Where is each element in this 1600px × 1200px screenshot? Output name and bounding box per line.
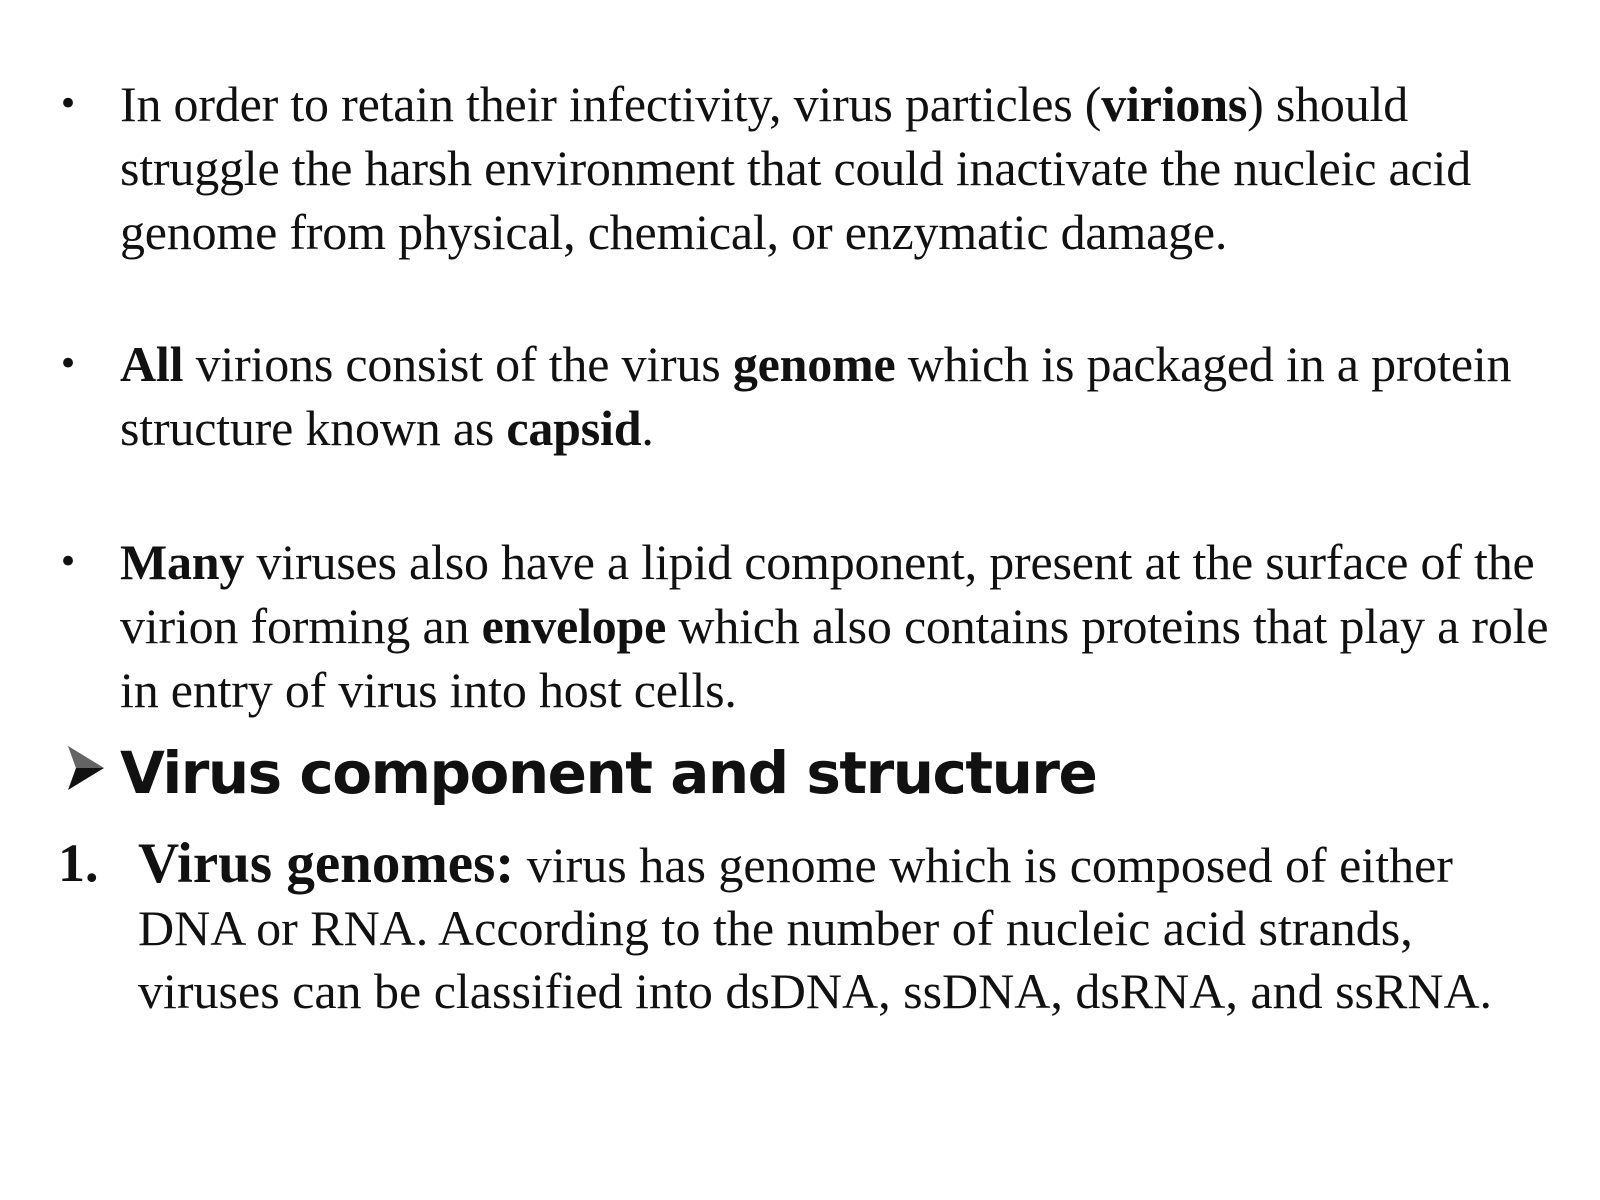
numbered-item-body: virus has genome which is composed of either DNA or RNA. According to the number of nucleic acid strands, viruses can be classified into dsDNA, ssDNA, dsRNA, and ssRNA. (138, 837, 1493, 1019)
bullet-segment-bold: genome (732, 336, 896, 392)
bullet-segment-bold: virions (1101, 76, 1248, 132)
item-number: 1. (58, 833, 99, 893)
bullet-text (120, 530, 1560, 722)
bullet-dot-icon: • (58, 542, 79, 582)
bullet-segment: viruses also have a lipid component, present at the surface of the virion forming an (120, 534, 1535, 654)
numbered-item-text (138, 832, 1498, 1023)
bullet-segment: In order to retain their infectivity, virus particles ( (120, 76, 1102, 132)
bullet-segment: which also contains proteins that play a role in entry of virus into host cells. (120, 598, 1549, 718)
bullet-segment-bold: capsid (506, 400, 642, 456)
bullet-segment: ) should struggle the harsh environment that could inactivate the nucleic acid genome from physical, chemical, or enzymatic damage. (120, 76, 1471, 260)
section-heading (58, 738, 1538, 818)
bullet-segment: . (641, 400, 654, 456)
bullet-segment-bold: Many (120, 534, 245, 590)
arrow-bullet-icon (64, 742, 108, 794)
heading-text: Virus component and structure (120, 739, 1097, 807)
bullet-text (120, 332, 1560, 460)
bullet-segment-bold: All (120, 336, 184, 392)
bullet-dot-icon: • (58, 84, 79, 124)
bullet-segment: which is packaged in a protein structure known as (120, 336, 1512, 456)
bullet-text (120, 72, 1560, 264)
numbered-item-title: Virus genomes: (138, 832, 515, 895)
bullet-segment-bold: envelope (481, 598, 667, 654)
bullet-segment: virions consist of the virus (183, 336, 733, 392)
bullet-dot-icon: • (58, 344, 79, 384)
